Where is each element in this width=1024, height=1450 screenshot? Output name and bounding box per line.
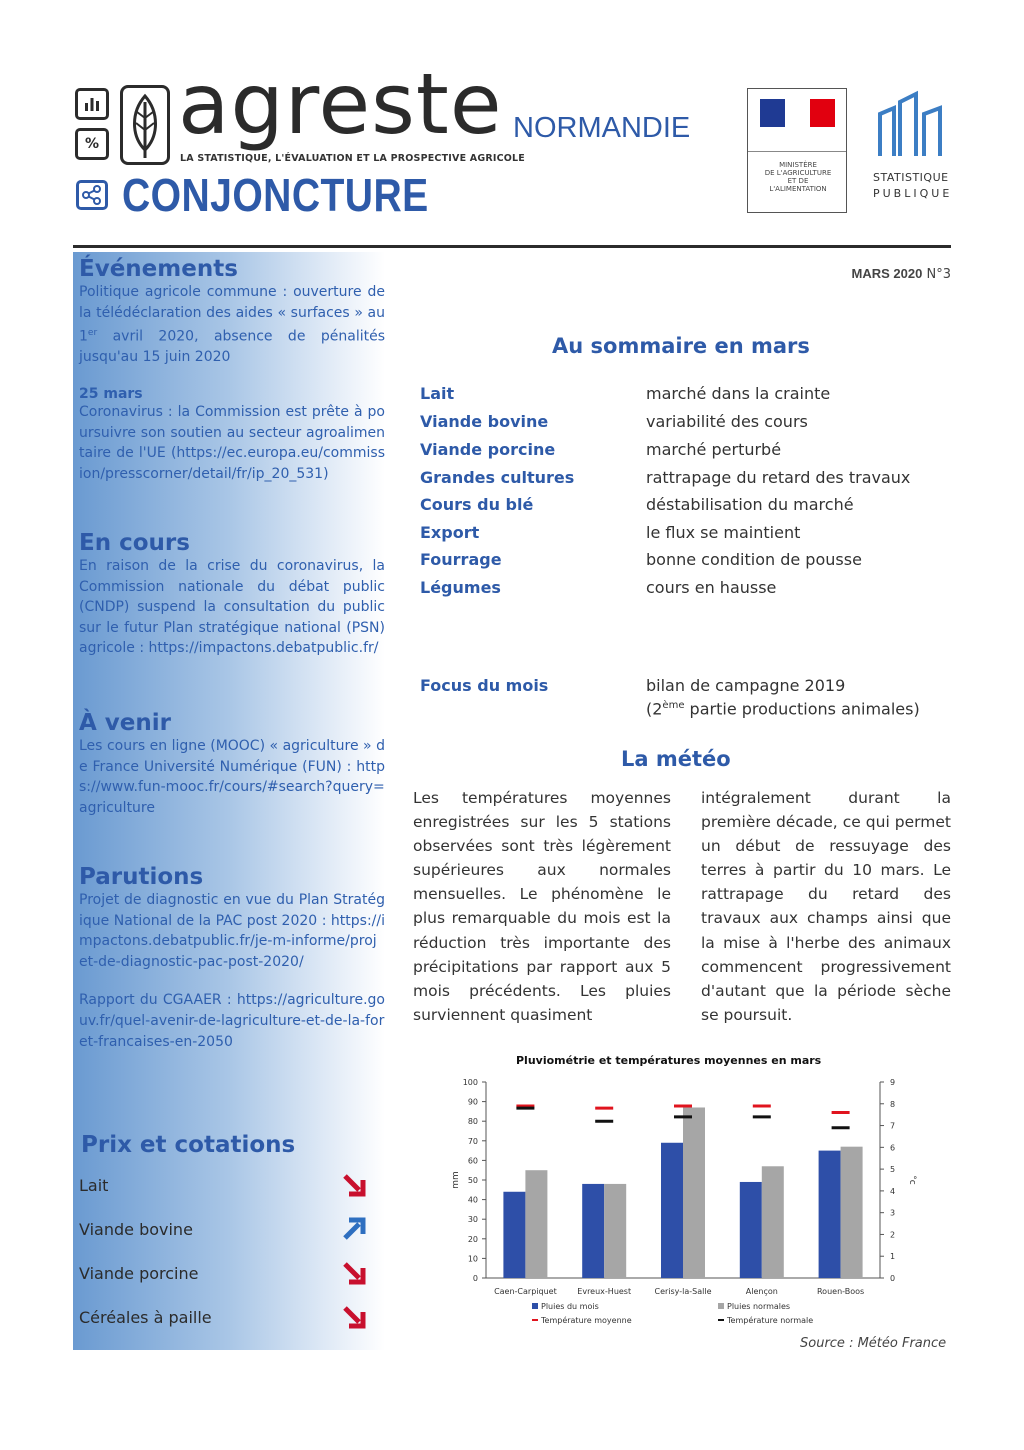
sommaire-value: bonne condition de pousse: [646, 550, 862, 569]
y-tick-label: 40: [467, 1195, 478, 1205]
y2-tick-label: 9: [890, 1078, 896, 1087]
y2-tick-label: 4: [890, 1186, 896, 1196]
sommaire-key: Viande porcine: [420, 440, 556, 459]
legend-label: Température normale: [727, 1316, 814, 1325]
statistique-publique-logo: [876, 90, 948, 160]
trend-down-icon: [341, 1304, 367, 1330]
sommaire-row: [420, 523, 940, 545]
prix-label: Viande bovine: [79, 1219, 193, 1239]
sommaire-value: déstabilisation du marché: [646, 495, 854, 514]
section-a-venir: [79, 706, 385, 818]
sommaire-row: [420, 384, 940, 406]
prix-label: Lait: [79, 1175, 109, 1195]
meteo-text-col2: intégralement durant la première décade, ce qui permet un début de ressuyage des terres à partir du 10 mars. Le rattrapage du retard des travaux aux champs ainsi que la mise à l'herbe des animaux commencent progressivement d'autant que la période sèche se poursuit.: [701, 789, 951, 1024]
meteo-title: La météo: [621, 747, 731, 771]
bar-pluies-normales: [604, 1184, 626, 1278]
bar-pluies-du-mois: [582, 1184, 604, 1278]
header-icons: [75, 88, 111, 168]
y2-tick-label: 0: [890, 1274, 896, 1283]
y2-axis-label: °c: [907, 1175, 917, 1185]
issue-date: MARS 2020 N°3: [851, 266, 951, 282]
chart-source: Source : Météo France: [800, 1336, 947, 1351]
y-tick-label: 70: [467, 1136, 478, 1146]
section-text: Politique agricole commune : ouverture de la télédéclaration des aides « surfaces » au 1er avril 2020, absence de pénalités jusqu'au 15 juin 2020: [79, 284, 385, 366]
bar-pluies-normales: [841, 1147, 863, 1278]
sommaire-key: Cours du blé: [420, 495, 534, 514]
percent-icon: %: [75, 128, 109, 160]
section-title: À venir: [79, 710, 171, 736]
sommaire-key: Lait: [420, 384, 455, 403]
y2-tick-label: 2: [890, 1230, 896, 1240]
y2-tick-label: 7: [890, 1121, 896, 1131]
meteo-text-col1: Les températures moyennes enregistrées sur les 5 stations observées sont très légèrement supérieures aux normales mensuelles. Le phénomène le plus remarquable du mois est la réduction très importante des précipitations par rapport aux 5 mois précédents. Les pluies surviennent quasiment: [413, 789, 671, 1024]
section-text: Rapport du CGAAER : https://agriculture.gouv.fr/quel-avenir-de-lagriculture-et-de-la-foret-francaises-en-2050: [79, 992, 385, 1050]
sommaire-row: [420, 440, 940, 462]
sommaire-key: Fourrage: [420, 550, 502, 569]
y2-tick-label: 5: [890, 1165, 896, 1175]
statistique-publique-text: STATISTIQUE PUBLIQUE: [873, 171, 953, 200]
trend-down-icon: [341, 1260, 367, 1286]
y-tick-label: 50: [467, 1176, 478, 1185]
y-tick-label: 100: [462, 1078, 478, 1087]
chart-title: Pluviométrie et températures moyennes en mars: [516, 1054, 822, 1067]
bar-pluies-du-mois: [503, 1192, 525, 1278]
y-tick-label: 20: [467, 1234, 478, 1244]
y-axis-label: mm: [451, 1171, 461, 1189]
y-tick-label: 60: [467, 1156, 478, 1166]
x-tick-label: Evreux-Huest: [577, 1287, 632, 1296]
section-title: Événements: [79, 256, 238, 282]
y-tick-label: 30: [467, 1215, 478, 1225]
y-tick-label: 90: [467, 1097, 478, 1107]
section-prix: [81, 1128, 387, 1158]
trend-up-icon: [341, 1216, 367, 1242]
section-text: Les cours en ligne (MOOC) « agriculture » de France Université Numérique (FUN) : https://www.fun-mooc.fr/cours/#search?query=agriculture: [79, 738, 385, 816]
subbrand-title: CONJONCTURE: [122, 169, 429, 221]
focus-label: Focus du mois: [420, 676, 549, 695]
prix-label: Céréales à paille: [79, 1307, 212, 1327]
bar-chart-icon: [75, 88, 109, 120]
bar-pluies-normales: [762, 1166, 784, 1278]
y-tick-label: 10: [467, 1254, 478, 1264]
bar-pluies-normales: [683, 1107, 705, 1278]
sommaire-title: Au sommaire en mars: [552, 334, 810, 358]
prix-label: Viande porcine: [79, 1263, 199, 1283]
sommaire-row: [420, 412, 940, 434]
sommaire-key: Légumes: [420, 578, 501, 597]
bar-pluies-du-mois: [740, 1182, 762, 1278]
x-tick-label: Alençon: [745, 1287, 778, 1296]
brand-title: agreste: [178, 55, 503, 153]
sommaire-value: le flux se maintient: [646, 523, 801, 542]
region-title: NORMANDIE: [513, 112, 691, 144]
y-tick-label: 0: [472, 1274, 478, 1283]
prix-row: [79, 1302, 367, 1332]
header-divider: [73, 245, 951, 248]
x-tick-label: Rouen-Boos: [816, 1287, 865, 1296]
bar-pluies-du-mois: [819, 1151, 841, 1278]
y2-tick-label: 3: [890, 1208, 896, 1218]
x-tick-label: Caen-Carpiquet: [494, 1287, 557, 1296]
bar-pluies-du-mois: [661, 1143, 683, 1278]
sommaire-value: variabilité des cours: [646, 412, 808, 431]
legend-label: Pluies du mois: [541, 1302, 599, 1311]
leaf-icon: [120, 85, 170, 165]
focus-value: bilan de campagne 2019 (2ème partie productions animales): [646, 676, 920, 719]
sommaire-row: [420, 578, 940, 600]
sommaire-row: [420, 550, 940, 572]
sommaire-value: marché dans la crainte: [646, 384, 831, 403]
section-parutions: [79, 860, 385, 1052]
ministry-logo: [747, 88, 847, 213]
y-tick-label: 80: [467, 1117, 478, 1127]
brand-tagline: LA STATISTIQUE, L'ÉVALUATION ET LA PROSPECTIVE AGRICOLE: [180, 153, 525, 164]
prix-row: [79, 1170, 367, 1200]
french-flag-icon: [760, 99, 835, 127]
sommaire-key: Viande bovine: [420, 412, 549, 431]
section-text: Projet de diagnostic en vue du Plan Stratégique National de la PAC post 2020 : https://impactons.debatpublic.fr/je-m-informe/projet-de-diagnostic-pac-post-2020/: [79, 892, 385, 970]
prix-row: [79, 1214, 367, 1244]
section-title: Parutions: [79, 864, 204, 890]
legend-label: Pluies normales: [727, 1302, 791, 1311]
section-en-cours: [79, 526, 385, 659]
prix-row: [79, 1258, 367, 1288]
sidebar: [73, 252, 385, 1350]
sommaire-value: cours en hausse: [646, 578, 777, 597]
y2-tick-label: 1: [890, 1252, 896, 1262]
event-date: 25 mars: [79, 386, 143, 403]
sommaire-value: marché perturbé: [646, 440, 782, 459]
legend-swatch: [532, 1303, 538, 1309]
section-title: Prix et cotations: [81, 1132, 296, 1158]
trend-down-icon: [341, 1172, 367, 1198]
legend-label: Température moyenne: [541, 1316, 632, 1325]
bar-pluies-normales: [525, 1170, 547, 1278]
legend-swatch: [718, 1303, 724, 1309]
y2-tick-label: 6: [890, 1143, 896, 1153]
ministry-text: MINISTÈRE DE L'AGRICULTURE ET DE L'ALIMENTATION: [764, 161, 832, 193]
section-evenements: [79, 252, 385, 484]
section-title: En cours: [79, 530, 190, 556]
section-text: Coronavirus : la Commission est prête à poursuivre son soutien au secteur agroalimentaire de l'UE (https://ec.europa.eu/commission/presscorner/detail/fr/ip_20_531): [79, 404, 385, 482]
sommaire-row: [420, 468, 940, 490]
sommaire-value: rattrapage du retard des travaux: [646, 468, 911, 487]
share-icon: [76, 180, 108, 210]
section-text: En raison de la crise du coronavirus, la Commission nationale du débat public (CNDP) suspend la consultation du public sur le futur Plan stratégique national (PSN) agricole : https://impactons.debatpublic.fr/: [79, 558, 385, 657]
sommaire-row: [420, 495, 940, 517]
sommaire-key: Export: [420, 523, 480, 542]
sommaire-key: Grandes cultures: [420, 468, 575, 487]
rain-temp-chart: [440, 1070, 920, 1332]
x-tick-label: Cerisy-la-Salle: [654, 1287, 712, 1296]
y2-tick-label: 8: [890, 1099, 896, 1109]
